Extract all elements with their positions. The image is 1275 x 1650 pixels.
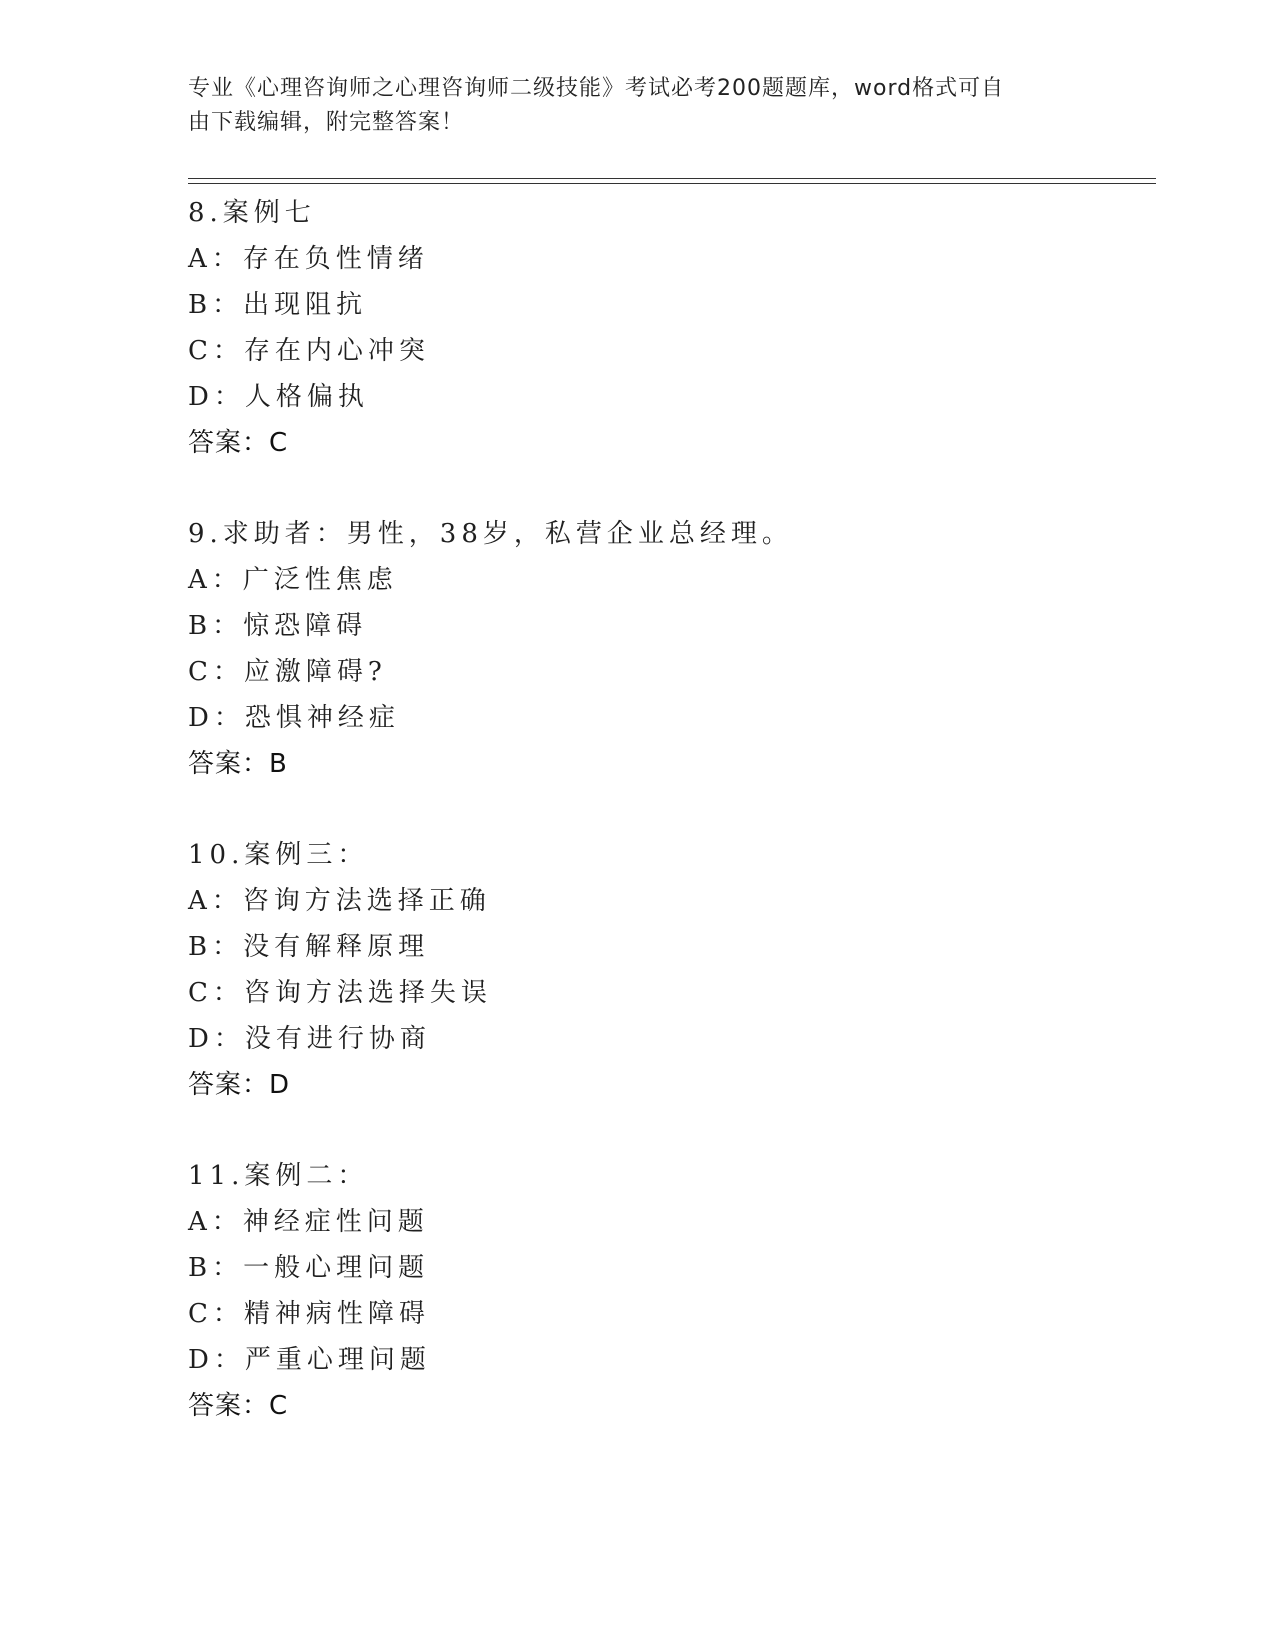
- option-b: B：惊恐障碍: [188, 611, 368, 641]
- option-d: D：人格偏执: [188, 382, 369, 412]
- answer-line: 答案：B: [188, 749, 288, 779]
- answer-line: 答案：C: [188, 1391, 289, 1421]
- option-c: C：咨询方法选择失误: [188, 978, 492, 1008]
- option-a: A：咨询方法选择正确: [188, 886, 491, 916]
- question-9: [188, 511, 1148, 787]
- option-c: C：存在内心冲突: [188, 336, 430, 366]
- answer-line: 答案：D: [188, 1070, 291, 1100]
- question-title: 10.案例三：: [188, 840, 369, 870]
- document-header: [188, 72, 1088, 140]
- option-d: D：严重心理问题: [188, 1345, 431, 1375]
- question-title: 11.案例二：: [188, 1161, 369, 1191]
- option-a: A：广泛性焦虑: [188, 565, 398, 595]
- option-a: A：神经症性问题: [188, 1207, 429, 1237]
- header-line-1: 专业《心理咨询师之心理咨询师二级技能》考试必考200题题库，word格式可自: [188, 76, 1005, 101]
- option-b: B：一般心理问题: [188, 1253, 430, 1283]
- question-10: [188, 832, 1148, 1108]
- option-c: C：精神病性障碍: [188, 1299, 430, 1329]
- question-11: [188, 1153, 1148, 1429]
- option-b: B：没有解释原理: [188, 932, 430, 962]
- question-list: [188, 190, 1148, 1474]
- question-title: 8.案例七: [188, 198, 316, 228]
- option-d: D：恐惧神经症: [188, 703, 400, 733]
- option-d: D：没有进行协商: [188, 1024, 431, 1054]
- answer-line: 答案：C: [188, 428, 289, 458]
- header-divider: [188, 178, 1156, 184]
- question-title: 9.求助者：男性，38岁，私营企业总经理。: [188, 519, 793, 549]
- option-b: B：出现阻抗: [188, 290, 368, 320]
- option-a: A：存在负性情绪: [188, 244, 429, 274]
- header-line-2: 由下载编辑，附完整答案！: [188, 110, 465, 135]
- option-c: C：应激障碍?: [188, 657, 387, 687]
- question-8: [188, 190, 1148, 466]
